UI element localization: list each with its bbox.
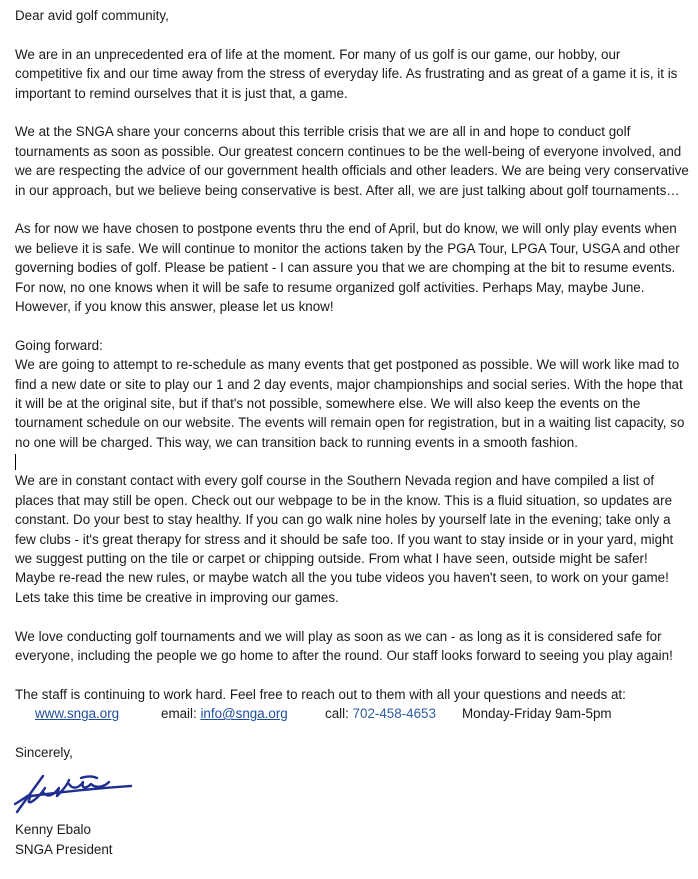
office-hours: Monday-Friday 9am-5pm [462, 706, 612, 722]
call-label: call: [325, 706, 353, 722]
text-cursor [15, 454, 16, 470]
phone-group [325, 704, 462, 723]
contact-row [15, 704, 690, 723]
website-link[interactable]: www.snga.org [35, 706, 120, 722]
email-group [161, 704, 325, 723]
paragraph-concerns: We at the SNGA share your concerns about this terrible crisis that we are all in and hope to conduct golf tournaments as soon as possible. Our greatest concern continues to be the well-being of everyone involved, and we are respecting the advice of our government health officials and other leaders. We are being very conservative in our approach, but we believe being conservative is best. After all, we are just talking about golf tournaments… [15, 124, 689, 198]
going-forward-heading: Going forward: [15, 337, 103, 353]
signer-name: Kenny Ebalo [15, 822, 91, 838]
signer-title: SNGA President [15, 841, 113, 857]
paragraph-postpone: As for now we have chosen to postpone events thru the end of April, but do know, we will only play events when we believe it is safe. We will continue to monitor the actions taken by the PGA Tour, LPGA Tour, USGA and other governing bodies of golf. Please be patient - I can assure you that we are chomping at the bit to resume events. For now, no one knows when it will be safe to resume organized golf activities. Perhaps May, maybe June. However, if you know this answer, please let us know! [15, 221, 680, 315]
paragraph-intro: We are in an unprecedented era of life at the moment. For many of us golf is our game, our hobby, our competitive fix and our time away from the stress of everyday life. As frustrating and as great of a game it is, it is important to remind ourselves that it is just that, a game. [15, 46, 678, 101]
phone-number[interactable]: 702-458-4653 [352, 706, 436, 722]
staff-line: The staff is continuing to work hard. Feel free to reach out to them with all your questions and needs at: [15, 686, 626, 702]
going-forward-body: We are going to attempt to re-schedule as many events that get postponed as possible. We will work like mad to find a new date or site to play our 1 and 2 day events, major championships and social series. With the hope that it will be at the original site, but if that's not possible, somewhere else. We will also keep the events on the tournament schedule on our website. The events will remain open for registration, but in a waiting list capacity, so no one will be charged. This way, we can transition back to running events in a smooth fashion. [15, 357, 685, 450]
signoff: Sincerely, [15, 744, 73, 760]
signature-image [11, 766, 135, 818]
greeting: Dear avid golf community, [15, 8, 169, 23]
paragraph-contact: We are in constant contact with every golf course in the Southern Nevada region and have compiled a list of places that may still be open. Check out our webpage to be in the know. This is a fluid situation, so updates are constant. Do your best to stay healthy. If you can go walk nine holes by yourself late in the evening; take only a few clubs - it's great therapy for stress and it should be safe too. If you want to stay inside or in your yard, might we suggest putting on the tile or carpet or chipping outside. From what I have seen, outside might be safer! Maybe re-read the new rules, or maybe watch all the you tube videos you haven't seen, to work on your game! Lets take this time be creative in improving our games. [15, 473, 674, 605]
email-link[interactable]: info@snga.org [200, 706, 288, 722]
paragraph-closing: We love conducting golf tournaments and we will play as soon as we can - as long as it is considered safe for everyone, including the people we go home to after the round. Our staff looks forward to seeing you play again! [15, 628, 673, 663]
email-label: email: [161, 706, 201, 722]
